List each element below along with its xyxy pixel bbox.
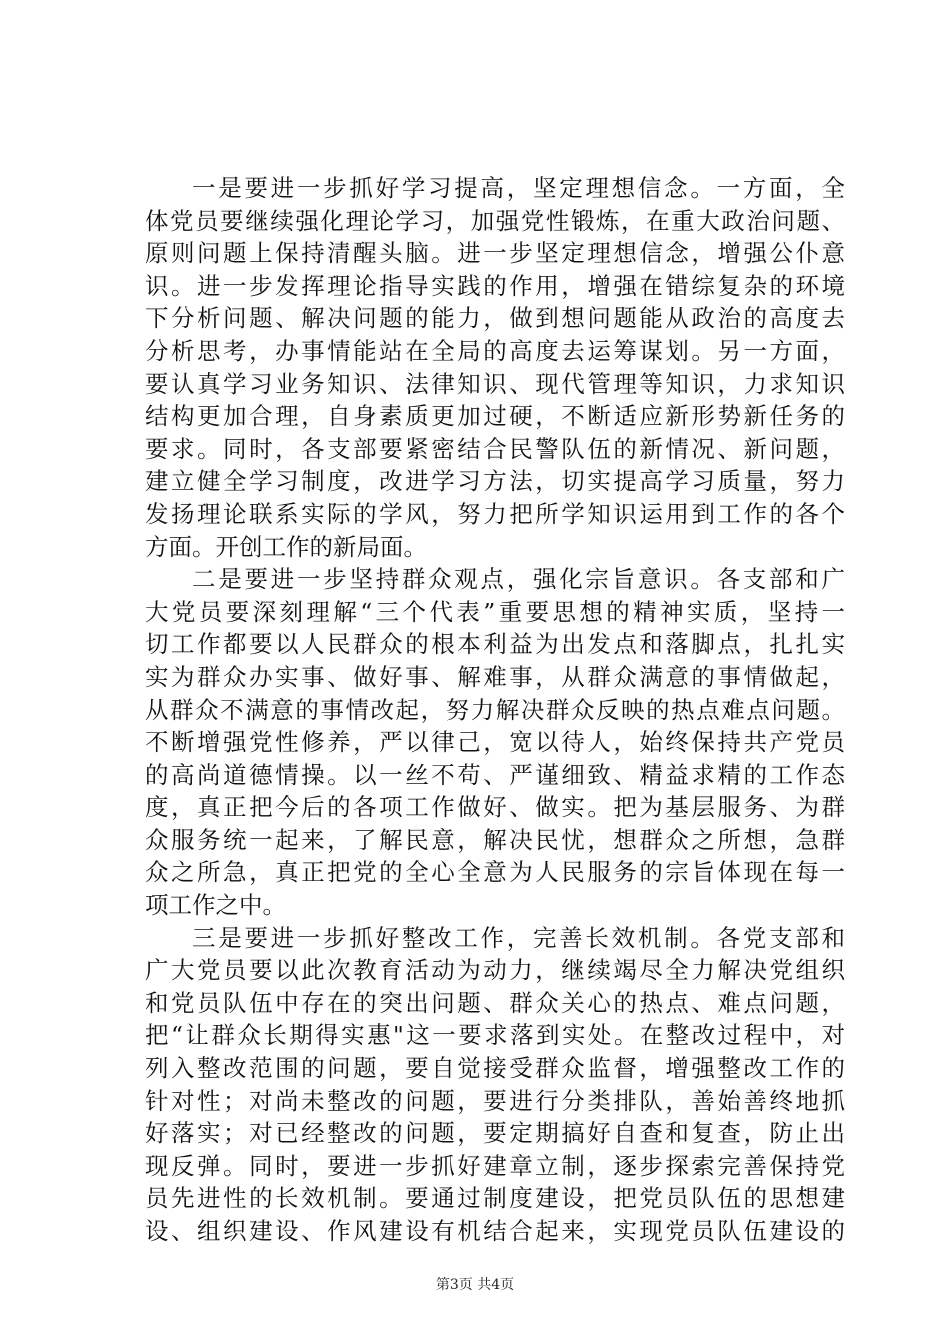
text-line: 发扬理论联系实际的学风，努力把所学知识运用到工作的各个 [145, 499, 845, 528]
document-body [145, 172, 845, 1248]
text-line: 三是要进一步抓好整改工作，完善长效机制。各党支部和 [192, 923, 845, 952]
text-line: 识。进一步发挥理论指导实践的作用，增强在错综复杂的环境 [145, 271, 845, 300]
text-line: 项工作之中。 [145, 891, 286, 920]
text-line: 建立健全学习制度，改进学习方法，切实提高学习质量，努力 [145, 467, 845, 496]
text-line: 原则问题上保持清醒头脑。进一步坚定理想信念，增强公仆意 [145, 239, 845, 268]
text-line: 和党员队伍中存在的突出问题、群众关心的热点、难点问题， [145, 988, 845, 1017]
text-line: 一是要进一步抓好学习提高，坚定理想信念。一方面，全 [192, 174, 845, 202]
text-line: 体党员要继续强化理论学习，加强党性锻炼，在重大政治问题、 [145, 206, 845, 235]
text-line: 现反弹。同时，要进一步抓好建章立制，逐步探索完善保持党 [145, 1151, 845, 1180]
text-line: 方面。开创工作的新局面。 [145, 532, 427, 561]
text-line: 二是要进一步坚持群众观点，强化宗旨意识。各支部和广 [192, 565, 845, 594]
text-line: 结构更加合理，自身素质更加过硬，不断适应新形势新任务的 [145, 402, 845, 431]
text-line: 度，真正把今后的各项工作做好、做实。把为基层服务、为群 [145, 793, 845, 822]
text-line: 要求。同时，各支部要紧密结合民警队伍的新情况、新问题， [145, 434, 845, 463]
text-line: 把“让群众长期得实惠"这一要求落到实处。在整改过程中，对 [145, 1021, 845, 1050]
text-line: 员先进性的长效机制。要通过制度建设，把党员队伍的思想建 [145, 1184, 845, 1213]
text-line: 要认真学习业务知识、法律知识、现代管理等知识，力求知识 [145, 369, 845, 398]
text-line: 众之所急，真正把党的全心全意为人民服务的宗旨体现在每一 [145, 858, 845, 887]
text-line: 众服务统一起来，了解民意，解决民忧，想群众之所想，急群 [145, 825, 845, 854]
text-line: 切工作都要以人民群众的根本利益为出发点和落脚点，扎扎实 [145, 630, 845, 659]
text-line: 针对性；对尚未整改的问题，要进行分类排队，善始善终地抓 [145, 1086, 845, 1115]
page-number-footer: 第3页 共4页 [435, 1277, 515, 1293]
text-line: 的高尚道德情操。以一丝不苟、严谨细致、精益求精的工作态 [145, 760, 845, 789]
text-line: 下分析问题、解决问题的能力，做到想问题能从政治的高度去 [145, 304, 845, 333]
text-line: 不断增强党性修养，严以律己，宽以待人，始终保持共产党员 [145, 728, 845, 757]
text-line: 分析思考，办事情能站在全局的高度去运筹谋划。另一方面， [145, 336, 845, 365]
text-line: 好落实；对已经整改的问题，要定期搞好自查和复查，防止出 [145, 1119, 845, 1148]
text-line: 大党员要深刻理解“三个代表”重要思想的精神实质，坚持一 [145, 597, 845, 626]
text-line: 列入整改范围的问题，要自觉接受群众监督，增强整改工作的 [145, 1054, 845, 1083]
text-line: 从群众不满意的事情改起，努力解决群众反映的热点难点问题。 [145, 695, 845, 724]
text-line: 设、组织建设、作风建设有机结合起来，实现党员队伍建设的 [145, 1217, 845, 1245]
text-line: 广大党员要以此次教育活动为动力，继续竭尽全力解决党组织 [145, 956, 845, 985]
text-line: 实为群众办实事、做好事、解难事，从群众满意的事情做起， [145, 662, 845, 691]
